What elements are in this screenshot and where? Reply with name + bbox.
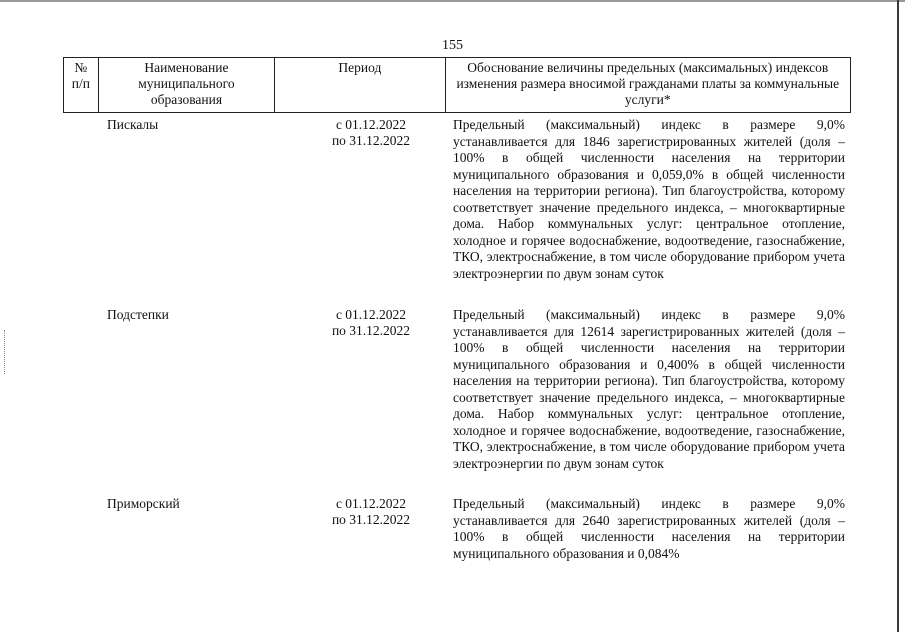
period-to: по 31.12.2022 bbox=[331, 323, 411, 338]
period-from: с 01.12.2022 bbox=[335, 496, 407, 511]
period-to: по 31.12.2022 bbox=[331, 133, 411, 148]
scan-edge-right bbox=[897, 0, 899, 632]
period-from: с 01.12.2022 bbox=[335, 117, 407, 132]
scan-artifact-dots bbox=[4, 330, 7, 374]
municipality-name: Пискалы bbox=[107, 117, 159, 132]
period-cell bbox=[321, 307, 421, 339]
period-cell bbox=[321, 496, 421, 528]
basis-text: Предельный (максимальный) индекс в размере 9,0% устанавливается для 2640 зарегистрированных жителей (доля – 100% в общей численности населения на территории муниципального образования и 0,084% bbox=[453, 496, 845, 561]
municipality-name: Подстепки bbox=[107, 307, 169, 322]
page-number: 155 bbox=[442, 38, 463, 53]
header-period: Период bbox=[275, 58, 445, 113]
scan-edge-top bbox=[0, 0, 905, 2]
header-number: № п/п bbox=[64, 58, 99, 113]
header-basis: Обоснование величины предельных (максимальных) индексов изменения размера вносимой гражданами платы за коммунальные услуги* bbox=[445, 58, 850, 113]
basis-text: Предельный (максимальный) индекс в размере 9,0% устанавливается для 1846 зарегистрированных жителей (доля – 100% в общей численности населения на территории муниципального образования и 0,059,0% в общей численности населения на территории региона). Тип благоустройства, которому соответствует значение предельного индекса, – многоквартирные дома. Набор коммунальных услуг: центральное отопление, холодное и горячее водоснабжение, водоотведение, газоснабжение, ТКО, электроснабжение, в том числе оборудование прибором учета электроэнергии по двум зонам суток bbox=[453, 117, 845, 281]
basis-text: Предельный (максимальный) индекс в размере 9,0% устанавливается для 12614 зарегистрированных жителей (доля – 100% в общей численности населения на территории муниципального образования и 0,400% в общей численности населения на территории региона). Тип благоустройства, которому соответствует значение предельного индекса, – многоквартирные дома. Набор коммунальных услуг: центральное отопление, холодное и горячее водоснабжение, водоотведение, газоснабжение, ТКО, электроснабжение, в том числе оборудование прибором учета электроэнергии по двум зонам суток bbox=[453, 307, 845, 471]
table-header bbox=[63, 57, 851, 113]
period-from: с 01.12.2022 bbox=[335, 307, 407, 322]
header-municipality: Наименование муниципального образования bbox=[98, 58, 274, 113]
period-cell bbox=[321, 117, 421, 149]
period-to: по 31.12.2022 bbox=[331, 512, 411, 527]
municipality-name: Приморский bbox=[107, 496, 180, 511]
